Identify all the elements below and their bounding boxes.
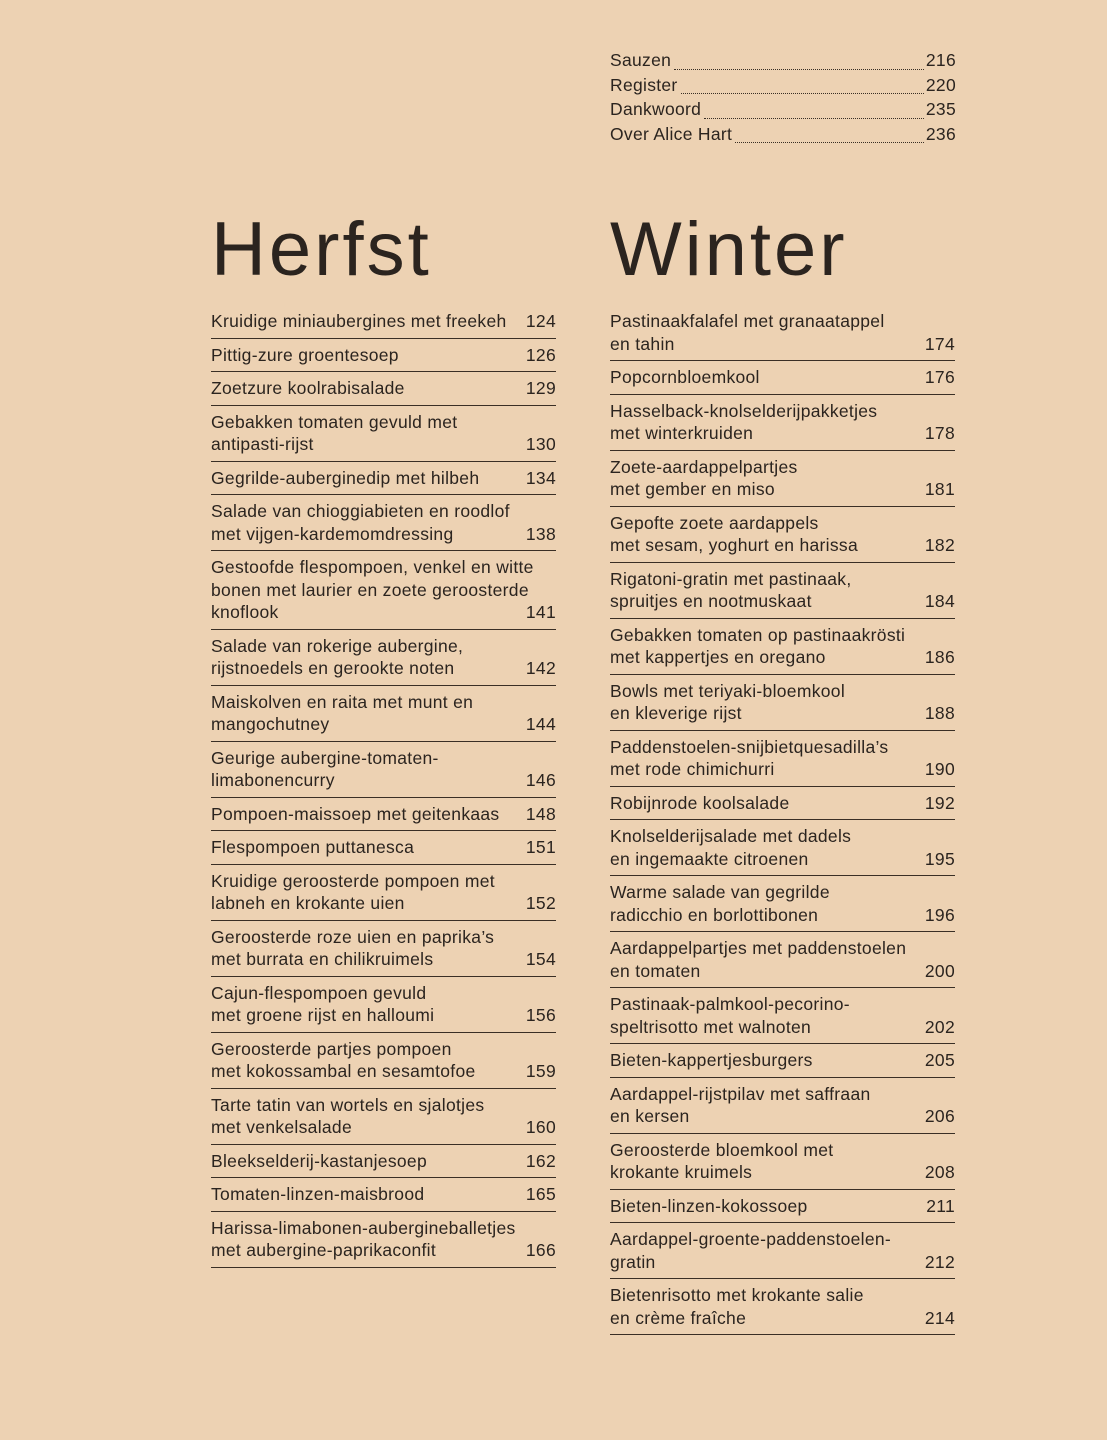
toc-entry [211,1033,556,1089]
entry-page-number: 162 [525,1150,556,1171]
entry-text: Gebakken tomaten op pastinaakrösti [610,624,906,645]
entry-text: Gestoofde flespompoen, venkel en witte [211,557,534,577]
toc-entry [211,551,556,630]
entry-text: Paddenstoelen-snijbietquesadilla’s [610,736,889,757]
season-heading: Winter [610,207,848,292]
entry-text: Pompoen-maissoep met geitenkaas [211,803,500,824]
toc-entry [211,977,556,1033]
entry-page-number: 178 [924,423,955,443]
toc-entry [610,876,955,932]
entry-page-number: 144 [525,714,556,734]
entry-last-line [211,601,556,624]
entry-page-number: 152 [525,893,556,913]
entry-text: Maiskolven en raita met munt en [211,691,474,712]
entry-page-number: 156 [525,1005,556,1025]
entry-last-line [610,848,955,871]
toc-overflow-page-number: 220 [925,74,956,95]
entry-text: met groene rijst en halloumi [211,1005,435,1025]
entry-page-number: 174 [924,333,955,354]
entry-text: met gember en miso [610,479,775,499]
toc-entry [211,372,556,406]
entry-last-line [610,366,955,389]
toc-entry [211,865,556,921]
entry-text: Bleekselderij-kastanjesoep [211,1150,427,1171]
toc-entry [211,1145,556,1179]
entry-page-number: 130 [525,434,556,454]
toc-entry [211,495,556,551]
entry-text: Harissa-limabonen-aubergineballetjes [211,1217,516,1238]
toc-overflow-label: Sauzen [610,50,672,70]
entry-last-line [211,836,556,859]
entry-text: met burrata en chilikruimels [211,949,434,969]
entry-page-number: 142 [525,658,556,678]
entry-text: Bieten-kappertjesburgers [610,1050,813,1070]
toc-entry [211,1178,556,1212]
entry-last-line [211,344,556,367]
entry-text: Gebakken tomaten gevuld met [211,411,458,432]
season-heading: Herfst [211,207,432,292]
entry-text: antipasti-rijst [211,434,314,454]
toc-entry [610,563,955,619]
entry-page-number: 146 [525,770,556,790]
toc-entry [211,798,556,832]
toc-entry [610,1134,955,1190]
toc-entry [610,820,955,876]
entry-text: met kokossambal en sesamtofoe [211,1061,476,1081]
toc-entry [610,507,955,563]
entry-text: radicchio en borlottibonen [610,904,819,925]
entry-page-number: 188 [924,703,955,723]
entry-text: Zoetzure koolrabisalade [211,378,405,398]
entry-text: met sesam, yoghurt en harissa [610,535,858,555]
dotted-leader [674,69,924,70]
entry-page-number: 195 [924,848,955,869]
entry-text: speltrisotto met walnoten [610,1016,812,1037]
entry-page-number: 212 [924,1251,955,1272]
entry-last-line [610,1105,955,1128]
toc-entry [211,339,556,373]
toc-overflow-label: Register [610,74,678,95]
toc-entry [610,1078,955,1134]
entry-page-number: 208 [924,1162,955,1182]
entry-text: Cajun-flespompoen gevuld [211,982,427,1003]
entry-text: Tomaten-linzen-maisbrood [211,1184,425,1204]
entry-text: Knolselderijsalade met dadels [610,826,852,846]
entry-last-line [211,467,556,490]
toc-overflow-label: Over Alice Hart [610,123,733,144]
entry-text: Gegrilde-auberginedip met hilbeh [211,467,480,488]
entry-text: gratin [610,1251,656,1272]
toc-entry [610,1279,955,1335]
entry-last-line [211,713,556,736]
entry-last-line [610,1016,955,1039]
toc-entry [610,361,955,395]
toc-column-herfst [211,207,556,1335]
toc-entry [211,1089,556,1145]
entry-text: en tahin [610,333,675,354]
entry-last-line [211,523,556,546]
entry-page-number: 200 [924,960,955,981]
toc-column-winter [610,207,955,1335]
toc-columns [211,207,955,1335]
entry-last-line [211,803,556,826]
entry-text: Geurige aubergine-tomaten- [211,747,439,768]
entry-text: Salade van chioggiabieten en roodlof [211,501,510,521]
entry-text: Kruidige miniaubergines met freekeh [211,311,507,331]
toc-entry [211,686,556,742]
entry-text: Pastinaakfalafel met granaatappel [610,311,885,331]
entry-page-number: 182 [924,535,955,555]
entry-text: Pittig-zure groentesoep [211,344,399,365]
entry-page-number: 196 [924,904,955,925]
entry-last-line [610,1307,955,1330]
entry-text: met kappertjes en oregano [610,647,826,667]
toc-overflow-page-number: 216 [925,50,956,70]
entry-page-number: 202 [924,1016,955,1037]
entry-text: Aardappel-rijstpilav met saffraan [610,1083,871,1104]
entry-last-line [211,1239,556,1262]
entry-text: spruitjes en nootmuskaat [610,591,812,611]
entry-page-number: 190 [924,759,955,779]
entry-last-line [610,422,955,445]
toc-entry [610,787,955,821]
entry-page-number: 176 [924,367,955,387]
dotted-leader [735,142,924,143]
entry-page-number: 186 [924,647,955,667]
entry-page-number: 129 [525,378,556,398]
entry-last-line [610,333,955,356]
entry-page-number: 138 [525,523,556,544]
toc-overflow-row [610,99,956,124]
entry-last-line [610,960,955,983]
entry-last-line [610,646,955,669]
entry-text: Aardappel-groente-paddenstoelen- [610,1229,892,1249]
entry-text: Gepofte zoete aardappels [610,512,819,533]
toc-entry [211,406,556,462]
entry-page-number: 214 [924,1307,955,1328]
entry-last-line [610,590,955,613]
entry-page-number: 206 [924,1106,955,1126]
toc-overflow-label: Dankwoord [610,99,702,119]
entry-text: krokante kruimels [610,1162,753,1182]
entry-text: Kruidige geroosterde pompoen met [211,870,495,891]
entry-page-number: 151 [525,837,556,857]
entry-text: en crème fraîche [610,1307,747,1328]
entry-text: en tomaten [610,960,701,981]
entry-text: Bietenrisotto met krokante salie [610,1285,864,1305]
entry-text: Rigatoni-gratin met pastinaak, [610,568,852,589]
entry-page-number: 126 [525,344,556,365]
entry-text: Zoete-aardappelpartjes [610,456,798,477]
entry-text: en kersen [610,1106,690,1126]
entry-page-number: 211 [926,1195,955,1216]
toc-entry [211,921,556,977]
entry-text: Salade van rokerige aubergine, [211,635,464,656]
entry-page-number: 159 [525,1061,556,1081]
entry-text: Warme salade van gegrilde [610,882,830,902]
entry-last-line [610,758,955,781]
entry-last-line [211,1116,556,1139]
entry-last-line [211,657,556,680]
entry-text: knoflook [211,602,279,622]
entry-last-line [211,310,556,333]
entry-text: Popcornbloemkool [610,367,760,387]
dotted-leader [681,93,924,94]
toc-overflow [610,50,956,148]
entry-page-number: 192 [924,792,955,813]
entry-page-number: 165 [525,1184,556,1204]
entry-last-line [610,904,955,927]
entry-text: Geroosterde bloemkool met [610,1139,834,1160]
entry-text: Bowls met teriyaki-bloemkool [610,680,846,701]
entry-text: Flespompoen puttanesca [211,837,415,857]
toc-entry [610,451,955,507]
toc-overflow-row [610,124,956,149]
entry-text: met rode chimichurri [610,759,775,779]
entry-last-line [610,792,955,815]
entry-text: met vijgen-kardemomdressing [211,523,454,544]
entry-text: met venkelsalade [211,1117,352,1137]
entry-text: bonen met laurier en zoete geroosterde [211,579,529,600]
entry-last-line [610,702,955,725]
entry-last-line [610,1195,955,1218]
entry-page-number: 205 [924,1050,955,1070]
entry-text: Bieten-linzen-kokossoep [610,1195,808,1216]
entry-text: en ingemaakte citroenen [610,848,809,869]
toc-entry [211,1212,556,1268]
dotted-leader [704,118,924,119]
toc-overflow-row [610,75,956,100]
entry-text: rijstnoedels en gerookte noten [211,658,455,678]
toc-entry [610,731,955,787]
entry-last-line [211,1060,556,1083]
entry-text: limabonencurry [211,770,335,790]
entry-text: Tarte tatin van wortels en sjalotjes [211,1094,485,1115]
toc-entry [610,619,955,675]
entry-last-line [610,1049,955,1072]
entry-page-number: 148 [525,803,556,824]
entry-text: Aardappelpartjes met paddenstoelen [610,938,907,958]
toc-entry [211,742,556,798]
entry-page-number: 124 [525,311,556,331]
entry-page-number: 134 [525,467,556,488]
toc-entry [211,305,556,339]
toc-overflow-page-number: 235 [925,99,956,119]
entry-page-number: 141 [525,602,556,622]
entry-text: labneh en krokante uien [211,893,405,913]
toc-entry [610,1044,955,1078]
entry-page-number: 160 [525,1117,556,1137]
toc-entry [610,305,955,361]
entry-last-line [211,1183,556,1206]
entry-text: met aubergine-paprikaconfit [211,1240,437,1260]
entry-text: Geroosterde partjes pompoen [211,1038,452,1059]
toc-entry [610,932,955,988]
entry-page-number: 181 [924,479,955,499]
toc-entry [211,462,556,496]
entry-text: met winterkruiden [610,423,754,443]
entry-text: Pastinaak-palmkool-pecorino- [610,994,850,1014]
toc-entry [610,988,955,1044]
toc-entry [211,831,556,865]
entry-last-line [211,1150,556,1173]
entry-text: en kleverige rijst [610,703,742,723]
entry-page-number: 184 [924,591,955,611]
entry-text: Geroosterde roze uien en paprika’s [211,926,495,947]
entry-text: Hasselback-knolselderijpakketjes [610,400,878,421]
entry-page-number: 154 [525,949,556,969]
entry-last-line [211,433,556,456]
toc-entry [610,1223,955,1279]
entry-last-line [610,534,955,557]
entry-last-line [610,478,955,501]
entry-last-line [211,948,556,971]
entry-text: mangochutney [211,714,330,734]
entry-last-line [211,892,556,915]
toc-overflow-page-number: 236 [925,123,956,144]
toc-overflow-row [610,50,956,75]
entry-last-line [610,1251,955,1274]
entry-last-line [211,1004,556,1027]
entry-page-number: 166 [525,1240,556,1260]
toc-entry [610,675,955,731]
entry-last-line [610,1161,955,1184]
entry-last-line [211,769,556,792]
entry-text: Robijnrode koolsalade [610,792,790,813]
toc-entry [211,630,556,686]
entry-last-line [211,377,556,400]
toc-entry [610,395,955,451]
toc-entry [610,1190,955,1224]
